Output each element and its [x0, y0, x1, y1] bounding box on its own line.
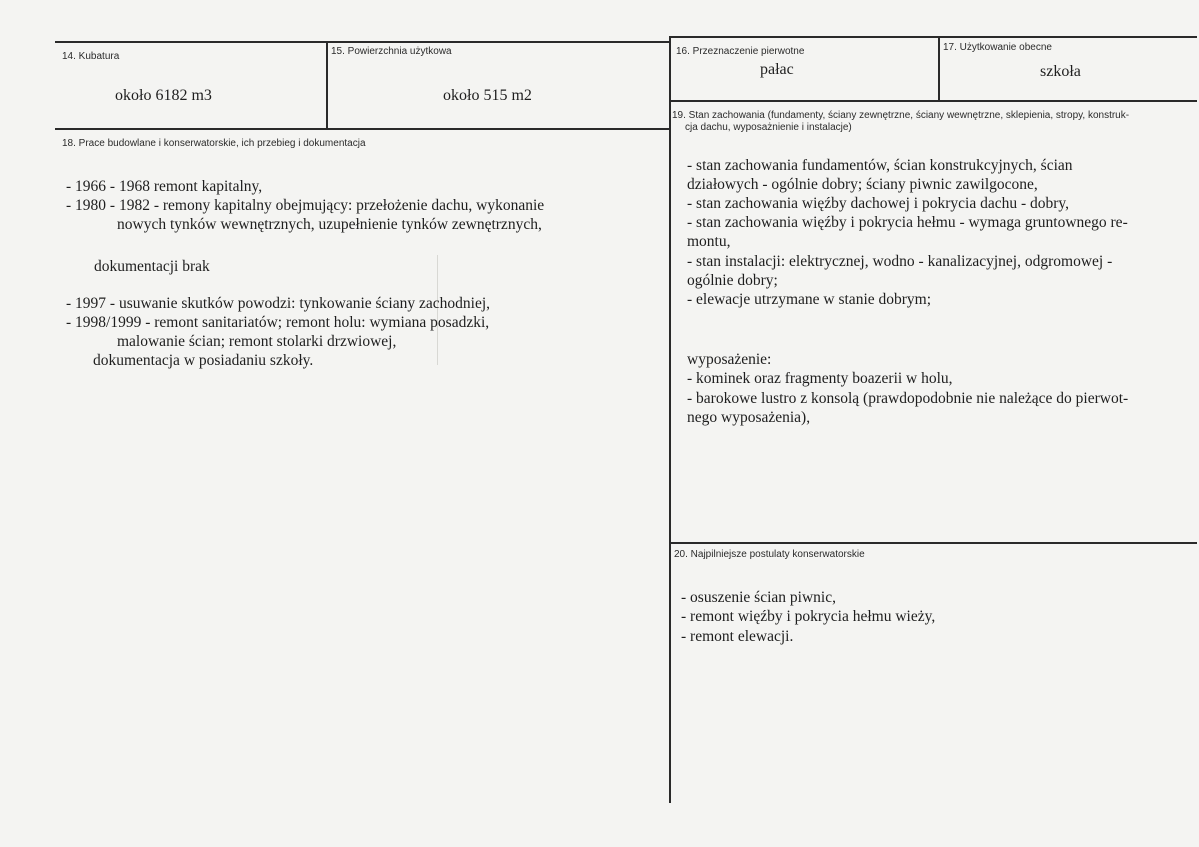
box18-label: 18. Prace budowlane i konserwatorskie, ich przebieg i dokumentacja: [62, 138, 366, 149]
box18-line: nowych tynków wewnętrznych, uzupełnienie tynków zewnętrznych,: [117, 216, 542, 233]
box19-line: - stan zachowania więźby dachowej i pokrycia dachu - dobry,: [687, 195, 1070, 212]
box19-label-line1: 19. Stan zachowania (fundamenty, ściany zewnętrzne, ściany wewnętrzne, sklepienia, stropy, konstruk-: [672, 110, 1130, 121]
box19-line: - elewacje utrzymane w stanie dobrym;: [687, 291, 932, 308]
box20-line: - remont więźby i pokrycia hełmu wieży,: [681, 608, 936, 625]
box19-line: - barokowe lustro z konsolą (prawdopodobnie nie należące do pierwot-: [687, 390, 1129, 407]
box17-value: szkoła: [1040, 63, 1081, 80]
box18-line: malowanie ścian; remont stolarki drzwiowej,: [117, 333, 397, 350]
box17-label: 17. Użytkowanie obecne: [943, 42, 1052, 53]
box19-line: działowych - ogólnie dobry; ściany piwnic zawilgocone,: [687, 176, 1038, 193]
box19-line: - stan instalacji: elektrycznej, wodno - kanalizacyjnej, odgromowej -: [687, 253, 1113, 270]
divider-box14-box15: [326, 41, 328, 129]
box18-line: - 1980 - 1982 - remony kapitalny obejmujący: przełożenie dachu, wykonanie: [66, 197, 545, 214]
box15-label: 15. Powierzchnia użytkowa: [331, 46, 452, 57]
divider-box19-box20: [670, 542, 1197, 544]
box19-line: - kominek oraz fragmenty boazerii w holu,: [687, 370, 953, 387]
top-border-left: [55, 41, 670, 43]
box14-label: 14. Kubatura: [62, 51, 120, 62]
box19-line: ogólnie dobry;: [687, 272, 778, 289]
box19-label-line2: cja dachu, wyposażnienie i instalacje): [685, 122, 852, 133]
box18-line: dokumentacja w posiadaniu szkoły.: [93, 352, 314, 369]
top-border-right: [670, 36, 1197, 38]
box15-value: około 515 m2: [443, 87, 532, 104]
box14-value: około 6182 m3: [115, 87, 212, 104]
box19-line: - stan zachowania fundamentów, ścian konstrukcyjnych, ścian: [687, 157, 1073, 174]
box18-line: - 1997 - usuwanie skutków powodzi: tynkowanie ściany zachodniej,: [66, 295, 491, 312]
box18-line: dokumentacji brak: [94, 258, 210, 275]
box18-line: - 1998/1999 - remont sanitariatów; remont holu: wymiana posadzki,: [66, 314, 490, 331]
box19-line: - stan zachowania więźby i pokrycia hełmu - wymaga gruntownego re-: [687, 214, 1128, 231]
divider-box16-box17: [938, 36, 940, 101]
box20-line: - remont elewacji.: [681, 628, 794, 645]
box16-value: pałac: [760, 61, 794, 78]
box19-line: wyposażenie:: [687, 351, 772, 368]
divider-row1-right: [670, 100, 1197, 102]
box19-line: montu,: [687, 233, 731, 250]
divider-row1-left: [55, 128, 670, 130]
box20-line: - osuszenie ścian piwnic,: [681, 589, 836, 606]
box18-line: - 1966 - 1968 remont kapitalny,: [66, 178, 263, 195]
divider-left-right-column: [669, 36, 671, 803]
box19-line: nego wyposażenia),: [687, 409, 811, 426]
box20-label: 20. Najpilniejsze postulaty konserwatorskie: [674, 549, 865, 560]
box16-label: 16. Przeznaczenie pierwotne: [676, 46, 805, 57]
